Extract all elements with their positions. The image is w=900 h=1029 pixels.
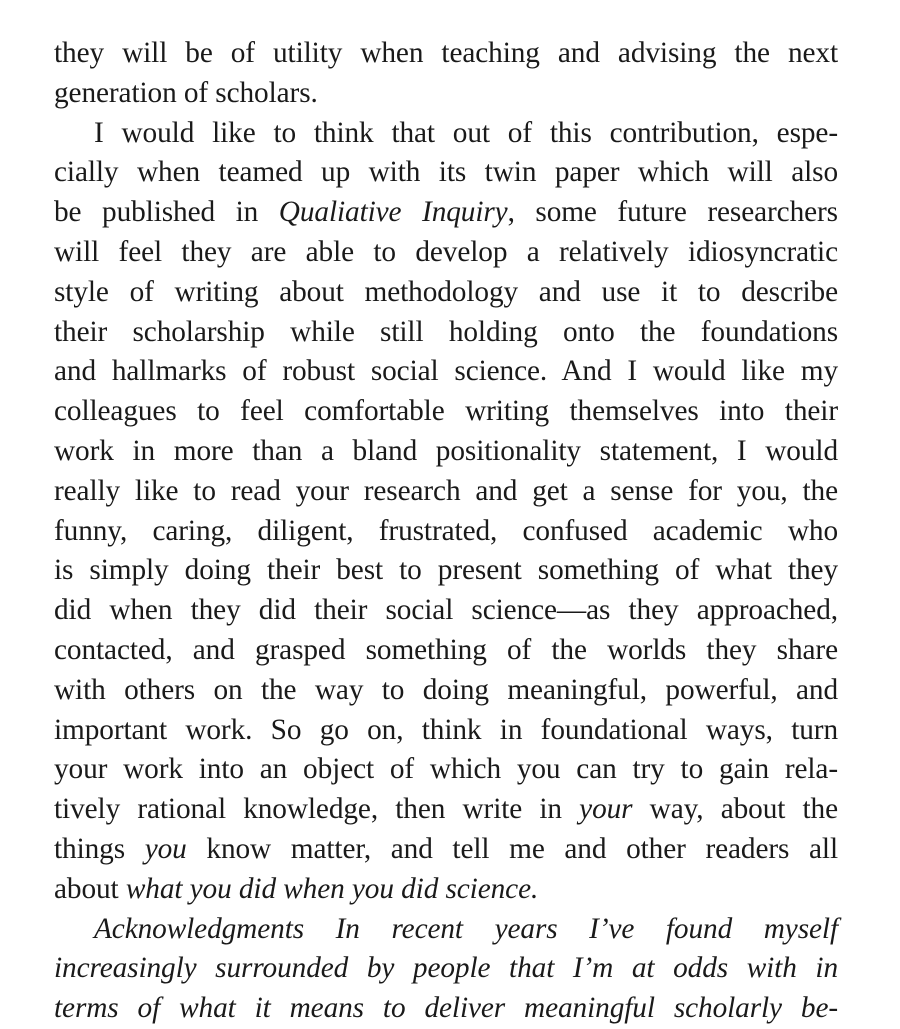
- text-line: [54, 153, 838, 193]
- italic-text-segment: terms of what it means to deliver meaningful scholarly be-: [54, 992, 838, 1025]
- text-line: [54, 989, 838, 1029]
- text-segment: tively rational knowledge, then write in: [54, 793, 580, 826]
- text-segment: will feel they are able to develop a relatively idiosyncratic: [54, 235, 838, 268]
- text-line: [54, 551, 838, 591]
- text-line: [54, 392, 838, 432]
- text-line: [54, 671, 838, 711]
- text-line: [54, 313, 838, 353]
- text-segment: and hallmarks of robust social science. And I would like my: [54, 355, 838, 388]
- italic-text-segment: increasingly surrounded by people that I’m at odds with in: [54, 952, 838, 985]
- text-segment: be published in: [54, 196, 279, 229]
- text-segment: contacted, and grasped something of the worlds they share: [54, 633, 838, 666]
- text-line: [54, 631, 838, 671]
- text-segment: know matter, and tell me and other readers all: [186, 832, 838, 865]
- text-segment: with others on the way to doing meaningful, powerful, and: [54, 673, 838, 706]
- text-segment: I would like to think that out of this contribution, espe-: [94, 116, 838, 149]
- italic-text-segment: you: [144, 832, 187, 865]
- text-line: [54, 949, 838, 989]
- text-line: [54, 74, 838, 114]
- body-text-column: [54, 34, 838, 1029]
- text-segment: your work into an object of which you can try to gain rela-: [54, 753, 838, 786]
- text-segment: things: [54, 832, 145, 865]
- text-line: [54, 472, 838, 512]
- text-line: [54, 352, 838, 392]
- italic-text-segment: Qualiative Inquiry: [278, 196, 508, 229]
- text-segment: way, about the: [632, 793, 838, 826]
- italic-text-segment: what you did when you did science.: [125, 872, 539, 905]
- italic-text-segment: your: [579, 793, 633, 826]
- text-segment: they will be of utility when teaching and advising the next: [54, 37, 838, 69]
- text-line: [54, 750, 838, 790]
- text-segment: work in more than a bland positionality statement, I would: [54, 434, 838, 467]
- text-line: [54, 790, 838, 830]
- text-segment: about: [54, 872, 126, 905]
- text-line: [54, 711, 838, 751]
- text-line: [54, 273, 838, 313]
- text-segment: generation of scholars.: [54, 76, 318, 109]
- text-segment: style of writing about methodology and use it to describe: [54, 275, 838, 308]
- text-line: [54, 591, 838, 631]
- text-line: [54, 432, 838, 472]
- text-segment: did when they did their social science—as they approached,: [54, 594, 838, 627]
- text-segment: really like to read your research and get a sense for you, the: [54, 474, 838, 507]
- text-line: [54, 34, 838, 74]
- text-segment: colleagues to feel comfortable writing themselves into their: [54, 395, 838, 428]
- text-segment: important work. So go on, think in foundational ways, turn: [54, 713, 838, 746]
- text-line: [54, 910, 838, 950]
- text-line: [54, 512, 838, 552]
- text-segment: funny, caring, diligent, frustrated, confused academic who: [54, 514, 838, 547]
- text-line: [54, 193, 838, 233]
- text-segment: , some future researchers: [507, 196, 838, 229]
- text-line: [54, 233, 838, 273]
- text-line: [54, 114, 838, 154]
- italic-text-segment: Acknowledgments In recent years I’ve found myself: [94, 912, 838, 945]
- text-segment: cially when teamed up with its twin paper which will also: [54, 156, 838, 189]
- text-line: [54, 870, 838, 910]
- text-line: [54, 830, 838, 870]
- text-segment: their scholarship while still holding onto the foundations: [54, 315, 838, 348]
- text-segment: is simply doing their best to present something of what they: [54, 554, 838, 587]
